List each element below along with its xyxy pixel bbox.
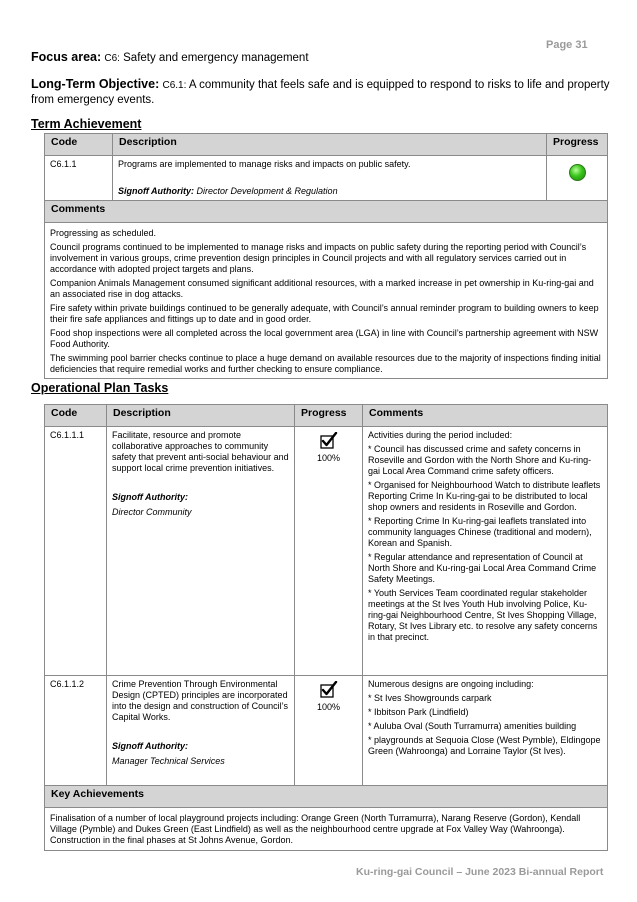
table-row	[45, 427, 608, 676]
objective-text: A community that feels safe and is equipped to respond to risks to life and property from emergency events.	[31, 79, 610, 106]
progress-cell	[295, 427, 363, 676]
signoff-label: Signoff Authority:	[112, 741, 188, 751]
comment-paragraph: Council programs continued to be implemented to manage risks and impacts on public safety during the reporting period with Council’s involvement in various groups, crime prevention design principles in Council projects and with all regulatory services carried out in accordance with adopted project targets and plans.	[50, 242, 587, 274]
progress-value: 100%	[316, 453, 341, 463]
signoff	[118, 186, 541, 197]
focus-area-label: Focus area:	[31, 50, 102, 64]
signoff-label: Signoff Authority:	[112, 492, 188, 502]
comment-paragraph: * Ibbitson Park (Lindfield)	[368, 707, 469, 717]
row-comments	[363, 427, 608, 676]
header-code: Code	[45, 134, 113, 156]
row-description: Crime Prevention Through Environmental Design (CPTED) principles are incorporated into the design and construction of Council’s Capital Works.	[112, 679, 288, 722]
key-achievements-header: Key Achievements	[45, 786, 608, 808]
comments-body	[45, 223, 608, 379]
comment-paragraph: Fire safety within private buildings continued to be generally adequate, with Council’s annual reminder program to building owners to keep their fire safe appliances and fittings up to date and in good order.	[50, 303, 599, 324]
comment-paragraph: * playgrounds at Sequoia Close (West Pymble), Eldingope Green (Wahroonga) and Lorraine Taylor (St Ives).	[368, 735, 601, 756]
comment-paragraph: * Reporting Crime In Ku-ring-gai leaflets translated into community languages Chinese (traditional and modern), Korean and Spanish.	[368, 516, 592, 548]
signoff-value: Director Development & Regulation	[194, 186, 338, 196]
term-achievement-table	[44, 133, 608, 379]
row-description: Facilitate, resource and promote collaborative approaches to community safety that prevent anti-social behaviour and support local crime prevention initiatives.	[112, 430, 289, 473]
status-indicator-icon	[569, 164, 586, 181]
checkbox-checked-icon	[320, 432, 338, 449]
comment-paragraph: Companion Animals Management consumed significant additional resources, with a marked increase in pet ownership in Ku-ring-gai and an associated rise in dog attacks.	[50, 278, 594, 299]
comments-row	[45, 223, 608, 379]
focus-area-code: C6:	[104, 53, 120, 64]
key-achievements-text: Finalisation of a number of local playground projects including: Orange Green (North Turramurra), Narang Reserve (Gordon), Kendall Village (Pymble) and Dukes Green (East Lindfield) as well as the neighbourhood centre upgrade at Fox Valley Way (Wahroonga). Construction in the final phases at St Johns Avenue, Gordon.	[45, 808, 608, 851]
key-achievements-row	[45, 808, 608, 851]
table-header-row	[45, 405, 608, 427]
table-header-row	[45, 134, 608, 156]
comment-paragraph: * Organised for Neighbourhood Watch to distribute leaflets Reporting Crime In Ku-ring-gai to be distributed to local shop owners and residents in Roseville and Gordon.	[368, 480, 601, 512]
objective-code: C6.1:	[162, 80, 187, 91]
operational-plan-title: Operational Plan Tasks	[31, 381, 169, 395]
header-progress: Progress	[295, 405, 363, 427]
focus-area	[31, 50, 309, 64]
key-achievements-header-row	[45, 786, 608, 808]
row-description-cell	[107, 676, 295, 786]
header-description: Description	[113, 134, 547, 156]
comment-paragraph: Progressing as scheduled.	[50, 228, 157, 238]
comment-paragraph: Activities during the period included:	[368, 430, 513, 440]
signoff-label: Signoff Authority:	[118, 186, 194, 196]
comment-paragraph: * Auluba Oval (South Turramurra) amenities building	[368, 721, 577, 731]
comment-paragraph: * Youth Services Team coordinated regular stakeholder meetings at the St Ives Youth Hub involving Police, Ku-ring-gai Neighbourhood Centre, St Ives Shopping Village, Rotary, St Ives Library etc. to resolve any safety concerns in that precinct.	[368, 588, 598, 642]
row-description-cell	[107, 427, 295, 676]
row-code: C6.1.1.1	[45, 427, 107, 676]
focus-area-text: Safety and emergency management	[119, 52, 309, 64]
row-comments	[363, 676, 608, 786]
long-term-objective	[31, 77, 611, 107]
operational-plan-table	[44, 404, 608, 851]
comment-paragraph: * Regular attendance and representation of Council at North Shore and Ku-ring-gai Local Area Command Crime Safety Meetings.	[368, 552, 597, 584]
page-footer: Ku-ring-gai Council – June 2023 Bi-annual Report	[356, 866, 604, 878]
comment-paragraph: The swimming pool barrier checks continue to place a huge demand on available resources due to the majority of inspections finding initial deficiencies that require remedial works and further checking to ensure compliance.	[50, 353, 601, 374]
term-achievement-title: Term Achievement	[31, 117, 142, 131]
header-comments: Comments	[363, 405, 608, 427]
page-number: Page 31	[546, 39, 588, 51]
comment-paragraph: Food shop inspections were all completed across the local government area (LGA) in line with Council’s partnership agreement with NSW Food Authority.	[50, 328, 599, 349]
comments-header-row	[45, 201, 608, 223]
header-description: Description	[107, 405, 295, 427]
comment-paragraph: * St Ives Showgrounds carpark	[368, 693, 492, 703]
progress-cell	[547, 156, 608, 201]
comments-header: Comments	[45, 201, 608, 223]
row-code: C6.1.1	[45, 156, 113, 201]
signoff-value: Manager Technical Services	[112, 756, 225, 766]
checkbox-checked-icon	[320, 681, 338, 698]
header-progress: Progress	[547, 134, 608, 156]
comment-paragraph: Numerous designs are ongoing including:	[368, 679, 534, 689]
signoff-value: Director Community	[112, 507, 192, 517]
progress-value: 100%	[316, 702, 341, 712]
progress-cell	[295, 676, 363, 786]
table-row	[45, 676, 608, 786]
row-code: C6.1.1.2	[45, 676, 107, 786]
table-row	[45, 156, 608, 201]
header-code: Code	[45, 405, 107, 427]
row-description: Programs are implemented to manage risks and impacts on public safety.	[118, 159, 411, 169]
objective-label: Long-Term Objective:	[31, 77, 160, 91]
row-description-cell	[113, 156, 547, 201]
comment-paragraph: * Council has discussed crime and safety concerns in Roseville and Gordon with the North Shore and Ku-ring-gai Local Area Command crime safety officers.	[368, 444, 592, 476]
